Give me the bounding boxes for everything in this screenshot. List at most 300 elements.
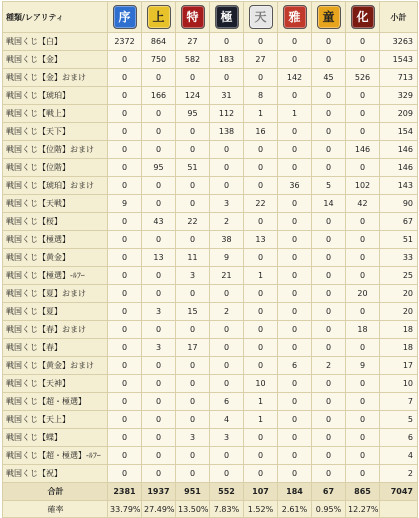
row-subtotal: 713 (380, 69, 418, 87)
rate-cell: 2.61% (278, 501, 312, 518)
row-subtotal: 6 (380, 429, 418, 447)
cell: 36 (278, 177, 312, 195)
cell: 0 (108, 429, 142, 447)
table-row (3, 447, 418, 465)
total-row (3, 483, 418, 501)
cell: 183 (210, 51, 244, 69)
cell: 0 (176, 69, 210, 87)
cell: 20 (346, 285, 380, 303)
cell: 0 (108, 285, 142, 303)
cell: 0 (210, 447, 244, 465)
cell: 43 (142, 213, 176, 231)
row-name: 戦国くじ【琥珀】おまけ (3, 177, 108, 195)
cell: 0 (278, 465, 312, 483)
cell: 0 (108, 231, 142, 249)
cell: 3 (210, 429, 244, 447)
cell: 0 (346, 123, 380, 141)
row-subtotal: 3263 (380, 33, 418, 51)
cell: 0 (210, 357, 244, 375)
cell: 0 (210, 285, 244, 303)
cell: 0 (244, 285, 278, 303)
total-cell: 865 (346, 483, 380, 501)
rarity-badge-jou-icon: 上 (147, 5, 171, 29)
cell: 0 (312, 429, 346, 447)
cell: 2372 (108, 33, 142, 51)
rate-cell: 13.50% (176, 501, 210, 518)
cell: 22 (176, 213, 210, 231)
cell: 102 (346, 177, 380, 195)
cell: 750 (142, 51, 176, 69)
cell: 0 (312, 51, 346, 69)
cell: 0 (278, 303, 312, 321)
rate-cell: 0.95% (312, 501, 346, 518)
table-row (3, 393, 418, 411)
rate-cell: 12.27% (346, 501, 380, 518)
rarity-col-3 (176, 2, 210, 33)
row-name: 戦国くじ【春】おまけ (3, 321, 108, 339)
cell: 0 (244, 213, 278, 231)
row-subtotal: 18 (380, 339, 418, 357)
cell: 0 (108, 447, 142, 465)
cell: 0 (346, 411, 380, 429)
cell: 21 (210, 267, 244, 285)
total-cell: 552 (210, 483, 244, 501)
row-subtotal: 1543 (380, 51, 418, 69)
cell: 0 (312, 465, 346, 483)
cell: 0 (108, 123, 142, 141)
table-row (3, 141, 418, 159)
cell: 0 (312, 339, 346, 357)
cell: 3 (176, 267, 210, 285)
cell: 14 (312, 195, 346, 213)
cell: 0 (244, 429, 278, 447)
cell: 0 (244, 465, 278, 483)
cell: 0 (244, 303, 278, 321)
cell: 1 (244, 393, 278, 411)
cell: 0 (312, 159, 346, 177)
rate-cell: 7.83% (210, 501, 244, 518)
cell: 6 (210, 393, 244, 411)
cell: 0 (312, 393, 346, 411)
cell: 3 (142, 339, 176, 357)
table-row (3, 357, 418, 375)
cell: 0 (176, 465, 210, 483)
cell: 0 (312, 285, 346, 303)
cell: 13 (142, 249, 176, 267)
cell: 45 (312, 69, 346, 87)
cell: 2 (312, 357, 346, 375)
cell: 10 (244, 375, 278, 393)
rarity-col-7 (312, 2, 346, 33)
row-subtotal: 51 (380, 231, 418, 249)
rarity-col-8 (346, 2, 380, 33)
cell: 0 (312, 249, 346, 267)
row-name: 戦国くじ【天上】 (3, 411, 108, 429)
cell: 0 (278, 249, 312, 267)
header-subtotal: 小計 (380, 2, 418, 33)
cell: 0 (346, 33, 380, 51)
cell: 0 (278, 429, 312, 447)
cell: 0 (108, 267, 142, 285)
row-subtotal: 146 (380, 159, 418, 177)
cell: 0 (312, 267, 346, 285)
cell: 0 (278, 321, 312, 339)
cell: 146 (346, 141, 380, 159)
cell: 0 (142, 141, 176, 159)
table-row (3, 195, 418, 213)
rarity-col-2 (142, 2, 176, 33)
cell: 0 (346, 465, 380, 483)
cell: 0 (278, 411, 312, 429)
table-row (3, 267, 418, 285)
row-subtotal: 329 (380, 87, 418, 105)
rate-cell: 1.52% (244, 501, 278, 518)
cell: 0 (278, 141, 312, 159)
cell: 27 (176, 33, 210, 51)
rarity-badge-warabe-icon: 童 (317, 5, 341, 29)
cell: 0 (142, 447, 176, 465)
cell: 0 (346, 249, 380, 267)
row-name: 戦国くじ【超・極選】 (3, 393, 108, 411)
cell: 0 (278, 159, 312, 177)
row-name: 戦国くじ【極選】 (3, 231, 108, 249)
cell: 1 (244, 105, 278, 123)
cell: 582 (176, 51, 210, 69)
grand-total: 7047 (380, 483, 418, 501)
cell: 0 (176, 393, 210, 411)
table-row (3, 339, 418, 357)
row-name: 戦国くじ【祝】 (3, 465, 108, 483)
cell: 0 (346, 213, 380, 231)
rarity-badge-miyabi-icon: 雅 (283, 5, 307, 29)
cell: 0 (244, 321, 278, 339)
cell: 3 (142, 303, 176, 321)
row-name: 戦国くじ【天神】 (3, 375, 108, 393)
cell: 0 (244, 249, 278, 267)
cell: 16 (244, 123, 278, 141)
cell: 0 (244, 33, 278, 51)
row-subtotal: 209 (380, 105, 418, 123)
row-name: 戦国くじ【位階】おまけ (3, 141, 108, 159)
cell: 13 (244, 231, 278, 249)
header-label: 種類/レアリティ (3, 2, 108, 33)
cell: 0 (108, 357, 142, 375)
row-subtotal: 20 (380, 285, 418, 303)
table-row (3, 51, 418, 69)
cell: 0 (346, 393, 380, 411)
cell: 0 (278, 195, 312, 213)
cell: 0 (176, 195, 210, 213)
cell: 11 (176, 249, 210, 267)
rate-label: 確率 (3, 501, 108, 518)
table-row (3, 411, 418, 429)
cell: 3 (210, 195, 244, 213)
cell: 0 (176, 411, 210, 429)
cell: 0 (176, 357, 210, 375)
rate-row (3, 501, 418, 518)
rate-cell: 33.79% (108, 501, 142, 518)
cell: 0 (142, 177, 176, 195)
cell: 0 (108, 411, 142, 429)
cell: 0 (176, 285, 210, 303)
cell: 18 (346, 321, 380, 339)
cell: 0 (142, 411, 176, 429)
cell: 17 (176, 339, 210, 357)
cell: 0 (176, 231, 210, 249)
cell: 0 (108, 465, 142, 483)
cell: 51 (176, 159, 210, 177)
cell: 0 (142, 285, 176, 303)
cell: 0 (312, 447, 346, 465)
cell: 0 (312, 213, 346, 231)
cell: 0 (346, 105, 380, 123)
cell: 0 (312, 231, 346, 249)
cell: 0 (278, 285, 312, 303)
table-row (3, 123, 418, 141)
cell: 0 (346, 159, 380, 177)
cell: 0 (142, 105, 176, 123)
table-row (3, 321, 418, 339)
cell: 0 (312, 303, 346, 321)
cell: 0 (142, 195, 176, 213)
row-name: 戦国くじ【蝶】 (3, 429, 108, 447)
cell: 0 (278, 339, 312, 357)
cell: 0 (142, 69, 176, 87)
row-subtotal: 146 (380, 141, 418, 159)
rate-cell: 27.49% (142, 501, 176, 518)
cell: 0 (210, 177, 244, 195)
cell: 0 (312, 375, 346, 393)
cell: 0 (278, 393, 312, 411)
row-name: 戦国くじ【位階】 (3, 159, 108, 177)
cell: 0 (176, 123, 210, 141)
table-row (3, 159, 418, 177)
rarity-badge-toku-icon: 特 (181, 5, 205, 29)
cell: 0 (278, 51, 312, 69)
row-subtotal: 20 (380, 303, 418, 321)
cell: 9 (346, 357, 380, 375)
cell: 38 (210, 231, 244, 249)
row-name: 戦国くじ【超・極選】-ﾙﾌｰ (3, 447, 108, 465)
cell: 0 (176, 375, 210, 393)
cell: 0 (346, 231, 380, 249)
total-cell: 1937 (142, 483, 176, 501)
row-name: 戦国くじ【極選】-ﾙﾌｰ (3, 267, 108, 285)
row-name: 戦国くじ【金】おまけ (3, 69, 108, 87)
row-name: 戦国くじ【夏】 (3, 303, 108, 321)
cell: 0 (244, 357, 278, 375)
cell: 4 (210, 411, 244, 429)
row-name: 戦国くじ【春】 (3, 339, 108, 357)
cell: 0 (108, 213, 142, 231)
cell: 864 (142, 33, 176, 51)
table-row (3, 213, 418, 231)
row-subtotal: 25 (380, 267, 418, 285)
cell: 0 (312, 87, 346, 105)
cell: 0 (108, 159, 142, 177)
total-cell: 107 (244, 483, 278, 501)
row-subtotal: 33 (380, 249, 418, 267)
cell: 42 (346, 195, 380, 213)
cell: 0 (142, 393, 176, 411)
rate-cell-empty (380, 501, 418, 518)
cell: 0 (346, 375, 380, 393)
rarity-badge-jo-icon: 序 (113, 5, 137, 29)
cell: 0 (210, 159, 244, 177)
cell: 0 (176, 141, 210, 159)
cell: 0 (142, 465, 176, 483)
cell: 0 (210, 141, 244, 159)
row-name: 戦国くじ【夏】おまけ (3, 285, 108, 303)
cell: 142 (278, 69, 312, 87)
cell: 0 (176, 447, 210, 465)
rarity-badge-goku-icon: 極 (215, 5, 239, 29)
cell: 0 (244, 141, 278, 159)
table-row (3, 285, 418, 303)
cell: 0 (108, 177, 142, 195)
cell: 2 (210, 303, 244, 321)
row-name: 戦国くじ【白】 (3, 33, 108, 51)
cell: 0 (176, 177, 210, 195)
cell: 0 (312, 105, 346, 123)
row-subtotal: 4 (380, 447, 418, 465)
cell: 95 (142, 159, 176, 177)
cell: 31 (210, 87, 244, 105)
row-subtotal: 17 (380, 357, 418, 375)
cell: 0 (108, 393, 142, 411)
cell: 0 (108, 87, 142, 105)
table-row (3, 231, 418, 249)
table-row (3, 249, 418, 267)
cell: 0 (278, 447, 312, 465)
cell: 0 (244, 177, 278, 195)
cell: 0 (108, 375, 142, 393)
total-label: 合計 (3, 483, 108, 501)
rarity-badge-ten-icon: 天 (249, 5, 273, 29)
cell: 0 (108, 321, 142, 339)
cell: 0 (244, 69, 278, 87)
table-row (3, 465, 418, 483)
row-name: 戦国くじ【琥珀】 (3, 87, 108, 105)
cell: 1 (244, 411, 278, 429)
cell: 124 (176, 87, 210, 105)
cell: 0 (278, 87, 312, 105)
cell: 0 (312, 141, 346, 159)
cell: 0 (346, 267, 380, 285)
cell: 27 (244, 51, 278, 69)
cell: 0 (244, 447, 278, 465)
cell: 0 (142, 123, 176, 141)
cell: 0 (346, 87, 380, 105)
cell: 166 (142, 87, 176, 105)
total-cell: 951 (176, 483, 210, 501)
row-name: 戦国くじ【黄金】おまけ (3, 357, 108, 375)
table-row (3, 429, 418, 447)
cell: 0 (278, 33, 312, 51)
cell: 0 (346, 51, 380, 69)
cell: 112 (210, 105, 244, 123)
cell: 95 (176, 105, 210, 123)
cell: 0 (244, 339, 278, 357)
cell: 0 (312, 123, 346, 141)
row-name: 戦国くじ【戦上】 (3, 105, 108, 123)
cell: 0 (244, 159, 278, 177)
cell: 0 (108, 51, 142, 69)
cell: 22 (244, 195, 278, 213)
cell: 0 (346, 429, 380, 447)
cell: 526 (346, 69, 380, 87)
cell: 0 (108, 303, 142, 321)
rarity-col-4 (210, 2, 244, 33)
cell: 0 (142, 231, 176, 249)
cell: 0 (278, 123, 312, 141)
table-row (3, 33, 418, 51)
cell: 0 (142, 267, 176, 285)
row-subtotal: 90 (380, 195, 418, 213)
row-name: 戦国くじ【金】 (3, 51, 108, 69)
table-row (3, 105, 418, 123)
cell: 0 (108, 249, 142, 267)
cell: 0 (346, 447, 380, 465)
rarity-badge-ka-icon: 化 (351, 5, 375, 29)
row-subtotal: 18 (380, 321, 418, 339)
cell: 0 (210, 465, 244, 483)
cell: 3 (176, 429, 210, 447)
row-subtotal: 67 (380, 213, 418, 231)
table-row (3, 69, 418, 87)
cell: 1 (278, 105, 312, 123)
table-row (3, 303, 418, 321)
row-subtotal: 5 (380, 411, 418, 429)
cell: 0 (312, 321, 346, 339)
row-subtotal: 2 (380, 465, 418, 483)
total-cell: 67 (312, 483, 346, 501)
rarity-col-1 (108, 2, 142, 33)
cell: 0 (210, 33, 244, 51)
row-name: 戦国くじ【天下】 (3, 123, 108, 141)
row-name: 戦国くじ【天戦】 (3, 195, 108, 213)
cell: 0 (210, 339, 244, 357)
cell: 0 (312, 33, 346, 51)
cell: 0 (176, 321, 210, 339)
cell: 9 (108, 195, 142, 213)
cell: 1 (244, 267, 278, 285)
cell: 0 (142, 375, 176, 393)
header-row (3, 2, 418, 33)
cell: 0 (210, 321, 244, 339)
cell: 6 (278, 357, 312, 375)
row-subtotal: 7 (380, 393, 418, 411)
cell: 0 (278, 375, 312, 393)
cell: 0 (346, 339, 380, 357)
row-subtotal: 143 (380, 177, 418, 195)
cell: 0 (108, 339, 142, 357)
row-name: 戦国くじ【黄金】 (3, 249, 108, 267)
table-row (3, 375, 418, 393)
cell: 5 (312, 177, 346, 195)
cell: 0 (108, 69, 142, 87)
cell: 0 (142, 321, 176, 339)
rarity-col-6 (278, 2, 312, 33)
cell: 0 (210, 69, 244, 87)
cell: 2 (210, 213, 244, 231)
row-name: 戦国くじ【桜】 (3, 213, 108, 231)
cell: 0 (142, 357, 176, 375)
cell: 0 (278, 231, 312, 249)
cell: 0 (210, 375, 244, 393)
table-body (3, 33, 418, 518)
table-row (3, 87, 418, 105)
